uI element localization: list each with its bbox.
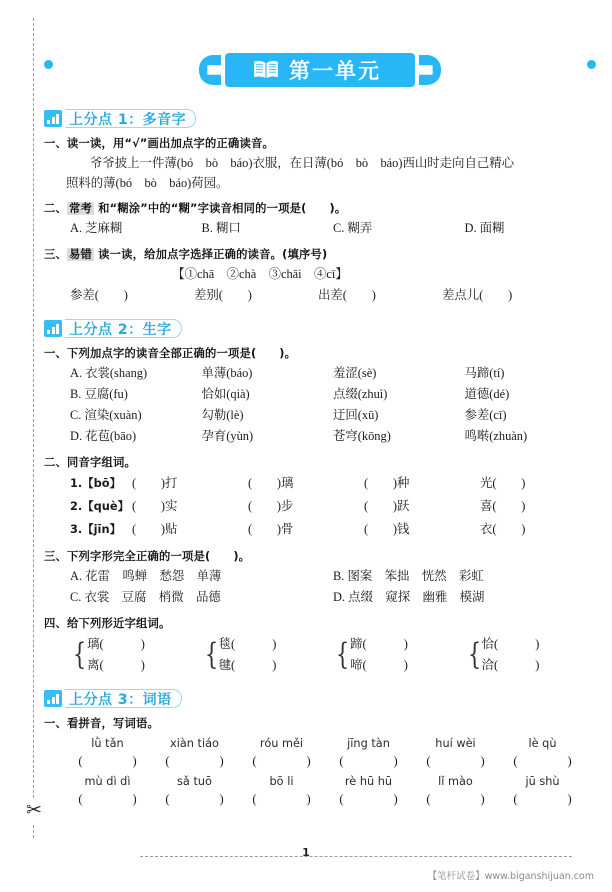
watermark: 【笔杆试卷】www.biganshijuan.com [427, 871, 594, 882]
write-blank-2-6[interactable]: ( ) [513, 792, 572, 806]
homophone-label-2: 2.【què】 [70, 499, 130, 513]
brace-group-1 [70, 634, 202, 676]
brace-icon: { [335, 637, 350, 672]
homophone-label-1: 1.【bō】 [70, 476, 122, 490]
homophone-blank-1-3[interactable]: ( )种 [364, 476, 410, 490]
section-label-3: 上分点 3：词语 [65, 689, 182, 708]
option-row-2-1-d [44, 426, 596, 447]
option-d[interactable]: D. 点缀 窥探 幽雅 模湖 [333, 590, 485, 604]
brace-bottom-2[interactable]: 毽( ) [218, 658, 277, 672]
homophone-blank-2-2[interactable]: ( )步 [248, 499, 294, 513]
option-row-1-2 [44, 218, 596, 239]
option-a[interactable]: A. 花雷 鸣蝉 愁怨 单薄 [70, 569, 222, 583]
brace-top-2[interactable]: 毯( ) [218, 637, 277, 651]
question-prompt-2-3: 三、下列字形完全正确的一项是( )。 [44, 550, 251, 563]
brace-bottom-3[interactable]: 啼( ) [350, 658, 408, 672]
pinyin-1-2: xiàn tiáo [170, 737, 219, 750]
option-a-item-2[interactable]: 单薄(báo) [201, 366, 253, 380]
write-blank-2-1[interactable]: ( ) [78, 792, 137, 806]
option-a-item-3[interactable]: 羞涩(sè) [333, 366, 377, 380]
pinyin-1-3: róu měi [259, 737, 304, 750]
question-body-1-1-line1: 爷爷披上一件薄(bó bò báo)衣服，在日薄(bó bò báo)西山时走向自己精心 [90, 156, 515, 170]
brace-top-1[interactable]: 璃( ) [87, 637, 145, 651]
worksheet-content [44, 0, 596, 807]
homophone-blank-3-3[interactable]: ( )钱 [364, 522, 410, 536]
blank-item-4[interactable]: 差点儿( ) [442, 288, 513, 302]
brace-icon: { [204, 637, 218, 672]
pinyin-2-4: rè hū hū [344, 775, 393, 788]
section-label-1: 上分点 1：多音字 [65, 109, 196, 128]
homophone-blank-1-4[interactable]: 光( ) [480, 476, 526, 490]
option-b-item-2[interactable]: 恰如(qià) [201, 387, 250, 401]
pinyin-row-1 [44, 737, 596, 750]
brace-group-4 [465, 634, 597, 676]
answer-blank-row-2 [44, 789, 596, 807]
write-blank-2-3[interactable]: ( ) [252, 792, 311, 806]
unit-banner [44, 44, 596, 96]
brace-top-3[interactable]: 蹄( ) [350, 637, 408, 651]
cut-line [33, 18, 34, 838]
question-prompt-1-2: 二、 常考 和“糊涂”中的“糊”字读音相同的一项是( )。 [44, 202, 347, 215]
option-c-item-2[interactable]: 勾勒(lè) [201, 408, 244, 422]
option-c-item-4[interactable]: 参差(cī) [464, 408, 507, 422]
homophone-blank-1-1[interactable]: ( )打 [132, 476, 178, 490]
bar-chart-icon [44, 690, 62, 707]
pinyin-1-4: jīng tàn [347, 737, 390, 750]
option-a-item-1[interactable]: A. 衣裳(shang) [70, 366, 148, 380]
write-blank-2-5[interactable]: ( ) [426, 792, 485, 806]
write-blank-2-2[interactable]: ( ) [165, 792, 224, 806]
brace-group-row [44, 634, 596, 676]
option-c-item-3[interactable]: 迂回(xū) [333, 408, 379, 422]
question-prompt-3-1: 一、看拼音，写词语。 [44, 717, 159, 730]
brace-icon: { [72, 637, 87, 672]
brace-icon: { [467, 637, 481, 672]
question-prompt-2-1: 一、下列加点字的读音全部正确的一项是( )。 [44, 347, 297, 360]
option-d-item-4[interactable]: 鸣啭(zhuàn) [464, 429, 528, 443]
bar-chart-icon [44, 320, 62, 337]
homophone-blank-1-2[interactable]: ( )璃 [248, 476, 294, 490]
option-c-item-1[interactable]: C. 渲染(xuàn) [70, 408, 142, 422]
homophone-blank-3-2[interactable]: ( )骨 [248, 522, 294, 536]
question-prompt-1-1: 一、读一读，用“√”画出加点字的正确读音。 [44, 137, 274, 150]
option-b-item-1[interactable]: B. 豆腐(fu) [70, 387, 128, 401]
pinyin-1-1: lǜ tǎn [91, 737, 124, 750]
homophone-blank-2-3[interactable]: ( )跃 [364, 499, 410, 513]
write-blank-1-1[interactable]: ( ) [78, 754, 137, 768]
write-blank-1-2[interactable]: ( ) [165, 754, 224, 768]
answer-blank-row-1 [44, 751, 596, 769]
pinyin-row-2 [44, 775, 596, 788]
option-row-2-3-top [44, 566, 596, 587]
write-blank-1-6[interactable]: ( ) [513, 754, 572, 768]
tag-changkao: 常考 [69, 202, 92, 215]
blank-item-3[interactable]: 出差( ) [318, 288, 376, 302]
answer-row-1-3 [44, 284, 596, 306]
open-book-icon [251, 58, 281, 82]
pinyin-2-2: sǎ tuō [177, 775, 212, 788]
option-a[interactable]: A. 芝麻糊 [70, 221, 123, 235]
question-prompt-2-4: 四、给下列形近字组词。 [44, 617, 171, 630]
section-header-3 [44, 689, 596, 708]
pinyin-2-6: jū shù [525, 775, 560, 788]
section-header-1 [44, 109, 596, 128]
option-d-item-1[interactable]: D. 花苞(bāo) [70, 429, 137, 443]
question-prompt-2-2: 二、同音字组词。 [44, 456, 136, 469]
homophone-row-1 [44, 472, 596, 495]
brace-top-4[interactable]: 恰( ) [481, 637, 540, 651]
banner-dot-right [587, 60, 596, 69]
option-b-item-3[interactable]: 点缀(zhuì) [333, 387, 388, 401]
option-row-2-1-a [44, 363, 596, 384]
blank-item-1[interactable]: 参差( ) [70, 288, 128, 302]
option-b[interactable]: B. 图案 笨拙 恍然 彩虹 [333, 569, 484, 583]
homophone-row-3 [44, 518, 596, 541]
pinyin-1-6: lè qù [528, 737, 557, 750]
homophone-blank-2-1[interactable]: ( )实 [132, 499, 178, 513]
tag-yicuo: 易错 [69, 248, 92, 261]
blank-item-2[interactable]: 差别( ) [194, 288, 252, 302]
pinyin-2-3: bō li [269, 775, 294, 788]
write-blank-1-4[interactable]: ( ) [339, 754, 398, 768]
unit-title: 第一单元 [289, 59, 381, 83]
pinyin-2-1: mù dì dì [84, 775, 131, 788]
write-blank-2-4[interactable]: ( ) [339, 792, 398, 806]
pinyin-2-5: lǐ mào [438, 775, 473, 788]
option-b[interactable]: B. 糊口 [201, 221, 241, 235]
banner-dot-left [44, 60, 53, 69]
pinyin-choices-1-3: 【①chā ②chà ③chāi ④cī】 [172, 267, 348, 281]
option-c[interactable]: C. 糊弄 [333, 221, 373, 235]
option-b-item-4[interactable]: 道德(dé) [464, 387, 510, 401]
scissors-icon: ✂ [21, 798, 47, 824]
option-a-item-4[interactable]: 马蹄(tí) [464, 366, 505, 380]
brace-bottom-4[interactable]: 洽( ) [481, 658, 540, 672]
homophone-blank-3-1[interactable]: ( )贴 [132, 522, 178, 536]
homophone-blank-3-4[interactable]: 衣( ) [480, 522, 526, 536]
option-row-2-3-bottom [44, 587, 596, 608]
brace-group-3 [333, 634, 465, 676]
option-c[interactable]: C. 衣裳 豆腐 梢微 品德 [70, 590, 221, 604]
option-row-2-1-b [44, 384, 596, 405]
page-number: 1 [302, 846, 310, 859]
question-prompt-1-3: 三、 易错 读一读，给加点字选择正确的读音。(填序号) [44, 248, 328, 261]
bar-chart-icon [44, 110, 62, 127]
question-body-1-1-line2: 照料的薄(bó bò báo)荷园。 [66, 176, 229, 190]
option-d-item-3[interactable]: 苍穹(kōng) [333, 429, 391, 443]
brace-bottom-1[interactable]: 离( ) [87, 658, 145, 672]
brace-group-2 [202, 634, 334, 676]
option-row-2-1-c [44, 405, 596, 426]
section-header-2 [44, 319, 596, 338]
option-d-item-2[interactable]: 孕育(yùn) [201, 429, 254, 443]
option-d[interactable]: D. 面糊 [464, 221, 505, 235]
homophone-label-3: 3.【jīn】 [70, 522, 121, 536]
write-blank-1-5[interactable]: ( ) [426, 754, 485, 768]
write-blank-1-3[interactable]: ( ) [252, 754, 311, 768]
pinyin-1-5: huí wèi [435, 737, 476, 750]
homophone-blank-2-4[interactable]: 喜( ) [480, 499, 526, 513]
homophone-row-2 [44, 495, 596, 518]
section-label-2: 上分点 2：生字 [65, 319, 182, 338]
